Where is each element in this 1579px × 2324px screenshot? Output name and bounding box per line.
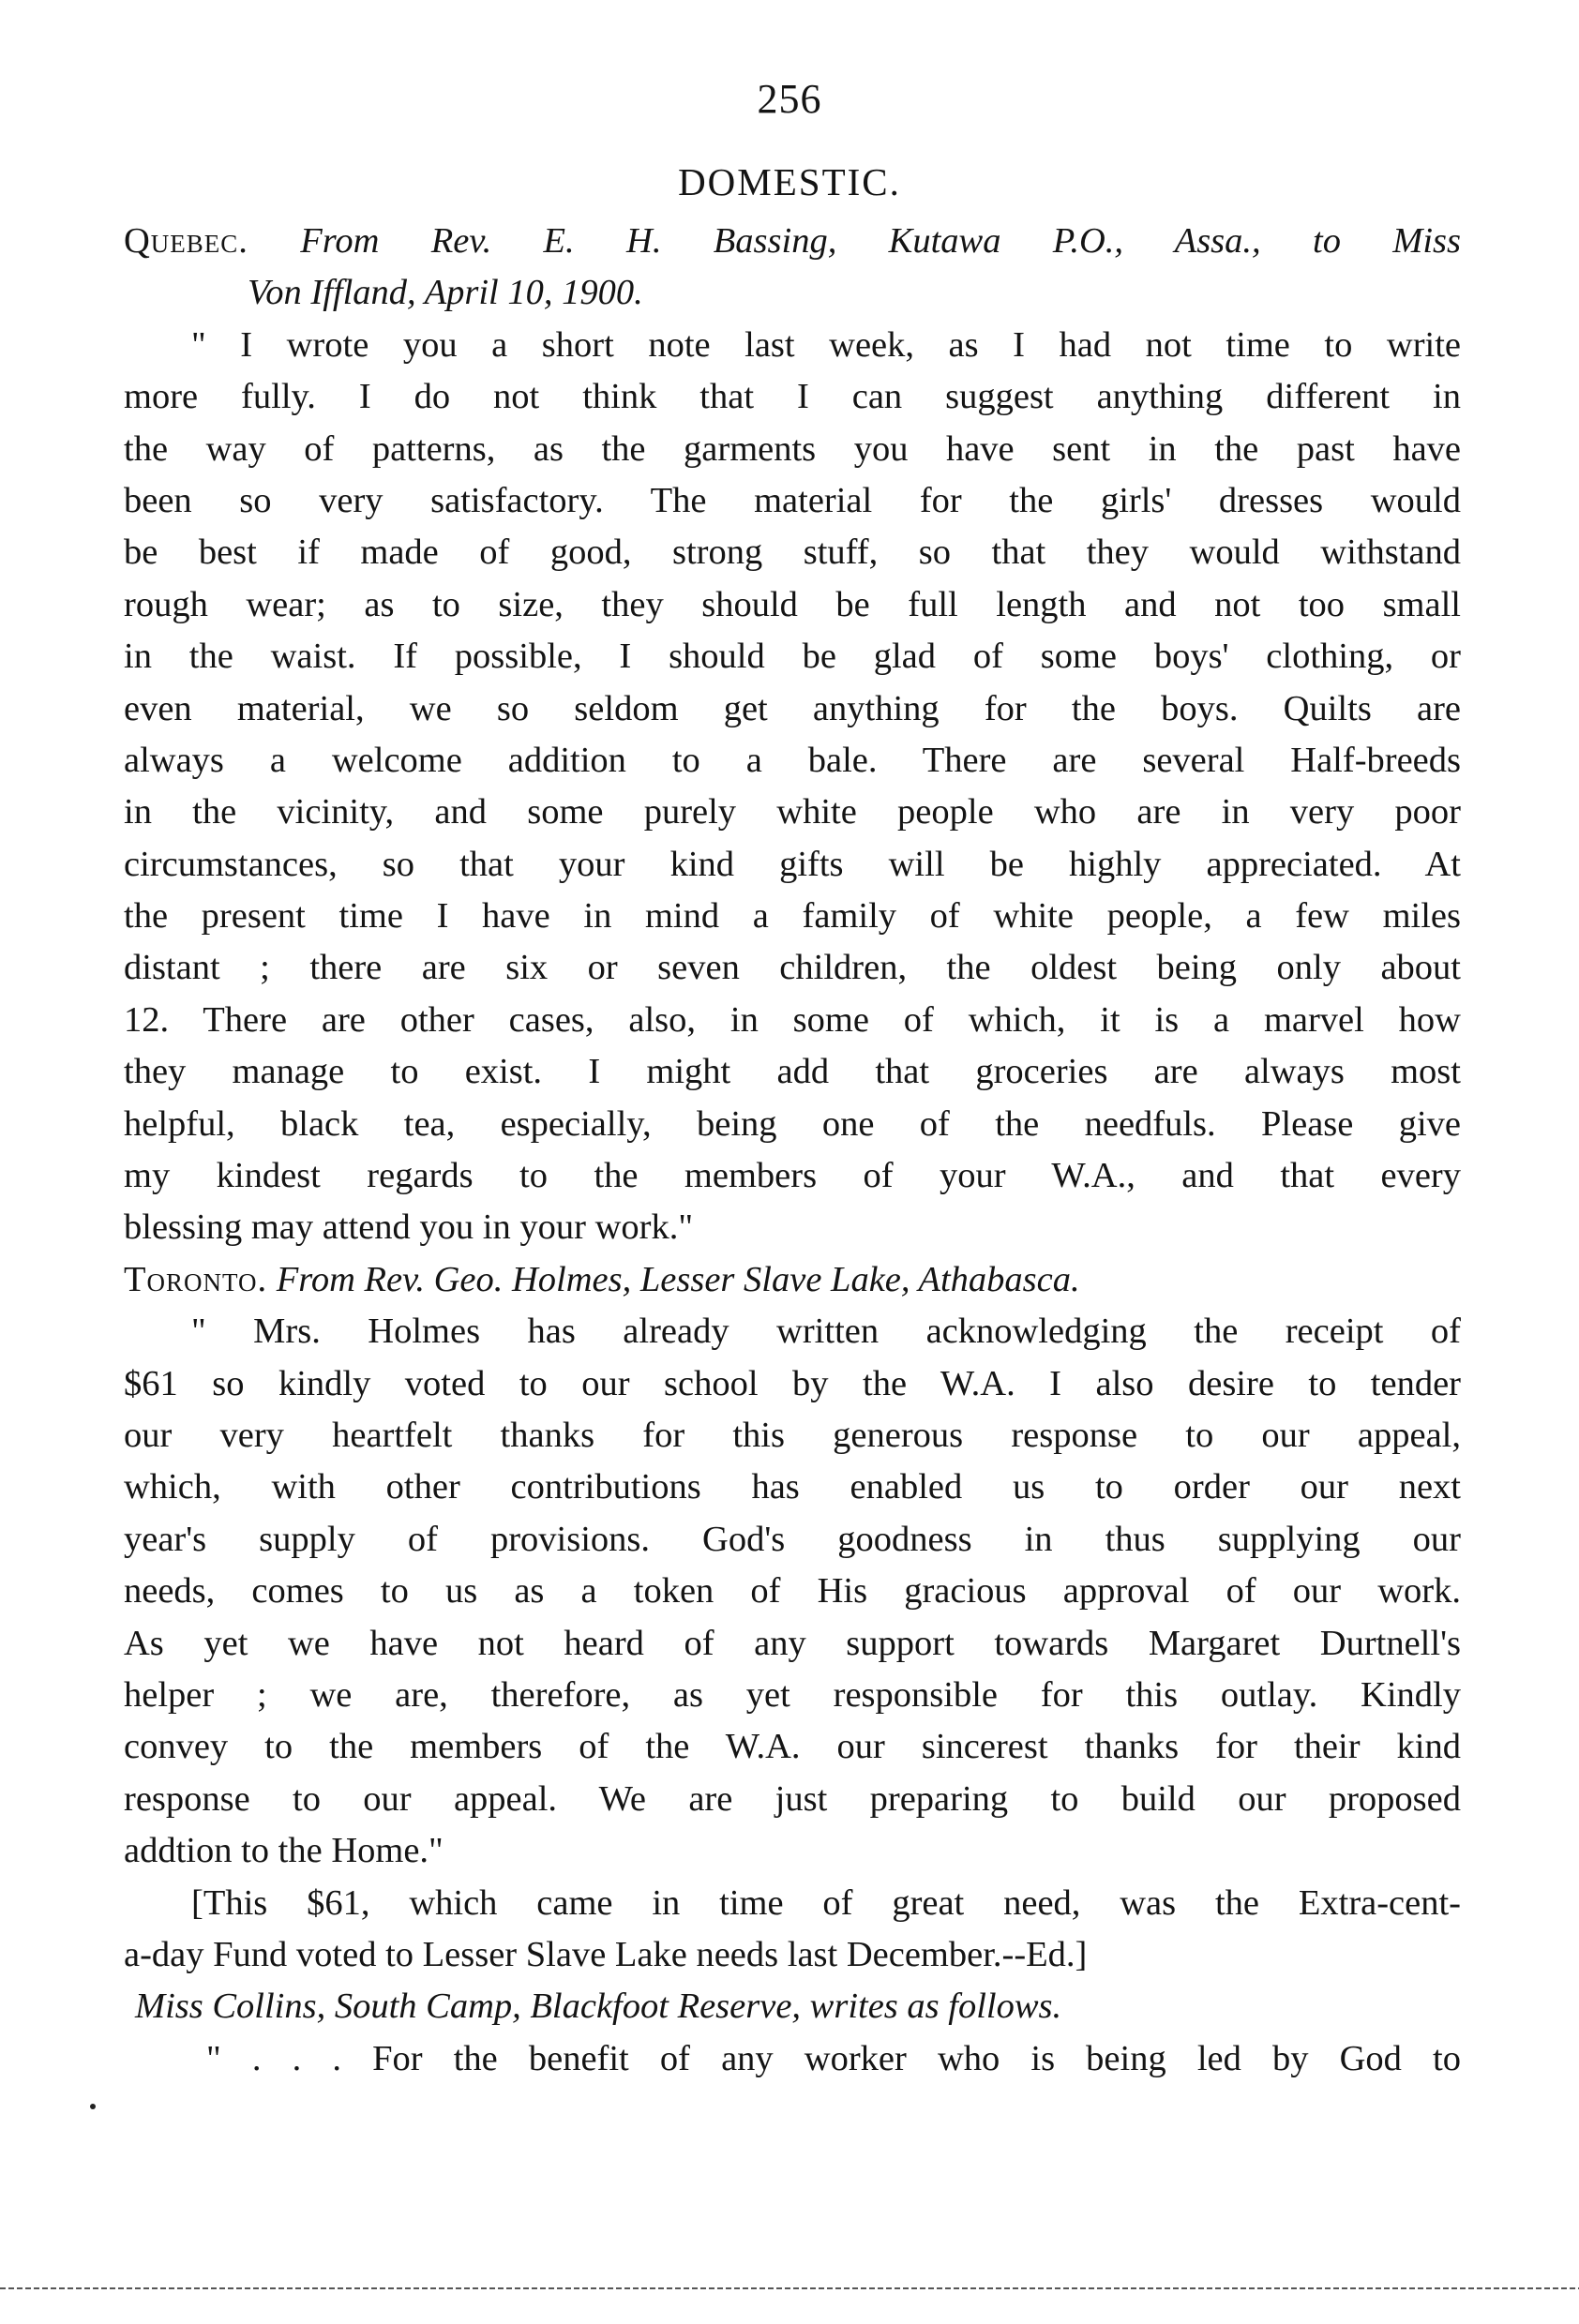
text-line: " Mrs. Holmes has already written acknowledging the receipt of bbox=[191, 1312, 1461, 1352]
text-line: be best if made of good, strong stuff, so that they would withstand bbox=[124, 532, 1461, 573]
text-line: $61 so kindly voted to our school by the W.A. I also desire to tender bbox=[124, 1363, 1461, 1403]
text-line: circumstances, so that your kind gifts will be highly appreciated. At bbox=[124, 844, 1461, 884]
text-line: 12. There are other cases, also, in some of which, it is a marvel how bbox=[124, 999, 1461, 1040]
page-number: 256 bbox=[757, 76, 822, 122]
text-line: addtion to the Home." bbox=[124, 1831, 444, 1871]
text-line: the way of patterns, as the garments you have sent in the past have bbox=[124, 428, 1461, 469]
text-line: helper ; we are, therefore, as yet responsible for this outlay. Kindly bbox=[124, 1674, 1461, 1715]
text-line: always a welcome addition to a bale. There are several Half-breeds bbox=[124, 740, 1461, 780]
text-line: " . . . For the benefit of any worker who is being led by God to bbox=[206, 2038, 1461, 2078]
text-line: our very heartfelt thanks for this generous response to our appeal, bbox=[124, 1415, 1461, 1455]
text-line: they manage to exist. I might add that groceries are always most bbox=[124, 1052, 1461, 1092]
editor-note-line: a-day Fund voted to Lesser Slave Lake needs last December.--Ed.] bbox=[124, 1934, 1088, 1974]
editor-note-line: [This $61, which came in time of great need, was the Extra-cent- bbox=[191, 1882, 1461, 1923]
letter-intro-collins: Miss Collins, South Camp, Blackfoot Reserve, writes as follows. bbox=[135, 1987, 1062, 2027]
letter-source: From Rev. E. H. Bassing, Kutawa P.O., Assa., to Miss bbox=[300, 221, 1462, 261]
letter-source-continued: Von Iffland, April 10, 1900. bbox=[248, 273, 643, 313]
section-heading: DOMESTIC. bbox=[678, 160, 901, 203]
page-body bbox=[124, 216, 1461, 2085]
text-line: distant ; there are six or seven children, the oldest being only about bbox=[124, 948, 1461, 988]
text-line: the present time I have in mind a family of white people, a few miles bbox=[124, 896, 1461, 937]
text-line: As yet we have not heard of any support towards Margaret Durtnell's bbox=[124, 1623, 1461, 1663]
print-speck bbox=[90, 2104, 96, 2109]
scan-bottom-edge bbox=[0, 2287, 1579, 2289]
text-line: blessing may attend you in your work." bbox=[124, 1207, 694, 1248]
letter-header-toronto bbox=[124, 1254, 1461, 1306]
text-line: convey to the members of the W.A. our sincerest thanks for their kind bbox=[124, 1727, 1461, 1767]
letter-source: From Rev. Geo. Holmes, Lesser Slave Lake, Athabasca. bbox=[276, 1259, 1080, 1299]
letter-header-quebec bbox=[124, 216, 1461, 267]
text-line: rough wear; as to size, they should be full length and not too small bbox=[124, 584, 1461, 624]
place-name: Toronto. bbox=[124, 1259, 268, 1299]
text-line: more fully. I do not think that I can suggest anything different in bbox=[124, 377, 1461, 417]
text-line: helpful, black tea, especially, being one of the needfuls. Please give bbox=[124, 1103, 1461, 1144]
text-line: response to our appeal. We are just preparing to build our proposed bbox=[124, 1778, 1461, 1819]
text-line: needs, comes to us as a token of His gracious approval of our work. bbox=[124, 1571, 1461, 1612]
text-line: in the vicinity, and some purely white people who are in very poor bbox=[124, 792, 1461, 832]
place-name: Quebec. bbox=[124, 221, 248, 261]
text-line: " I wrote you a short note last week, as I had not time to write bbox=[191, 324, 1461, 365]
text-line: been so very satisfactory. The material for the girls' dresses would bbox=[124, 480, 1461, 520]
text-line: in the waist. If possible, I should be glad of some boys' clothing, or bbox=[124, 637, 1461, 677]
text-line: my kindest regards to the members of your W.A., and that every bbox=[124, 1156, 1461, 1196]
text-line: even material, we so seldom get anything for the boys. Quilts are bbox=[124, 688, 1461, 728]
text-line: year's supply of provisions. God's goodness in thus supplying our bbox=[124, 1519, 1461, 1559]
text-line: which, with other contributions has enabled us to order our next bbox=[124, 1467, 1461, 1507]
